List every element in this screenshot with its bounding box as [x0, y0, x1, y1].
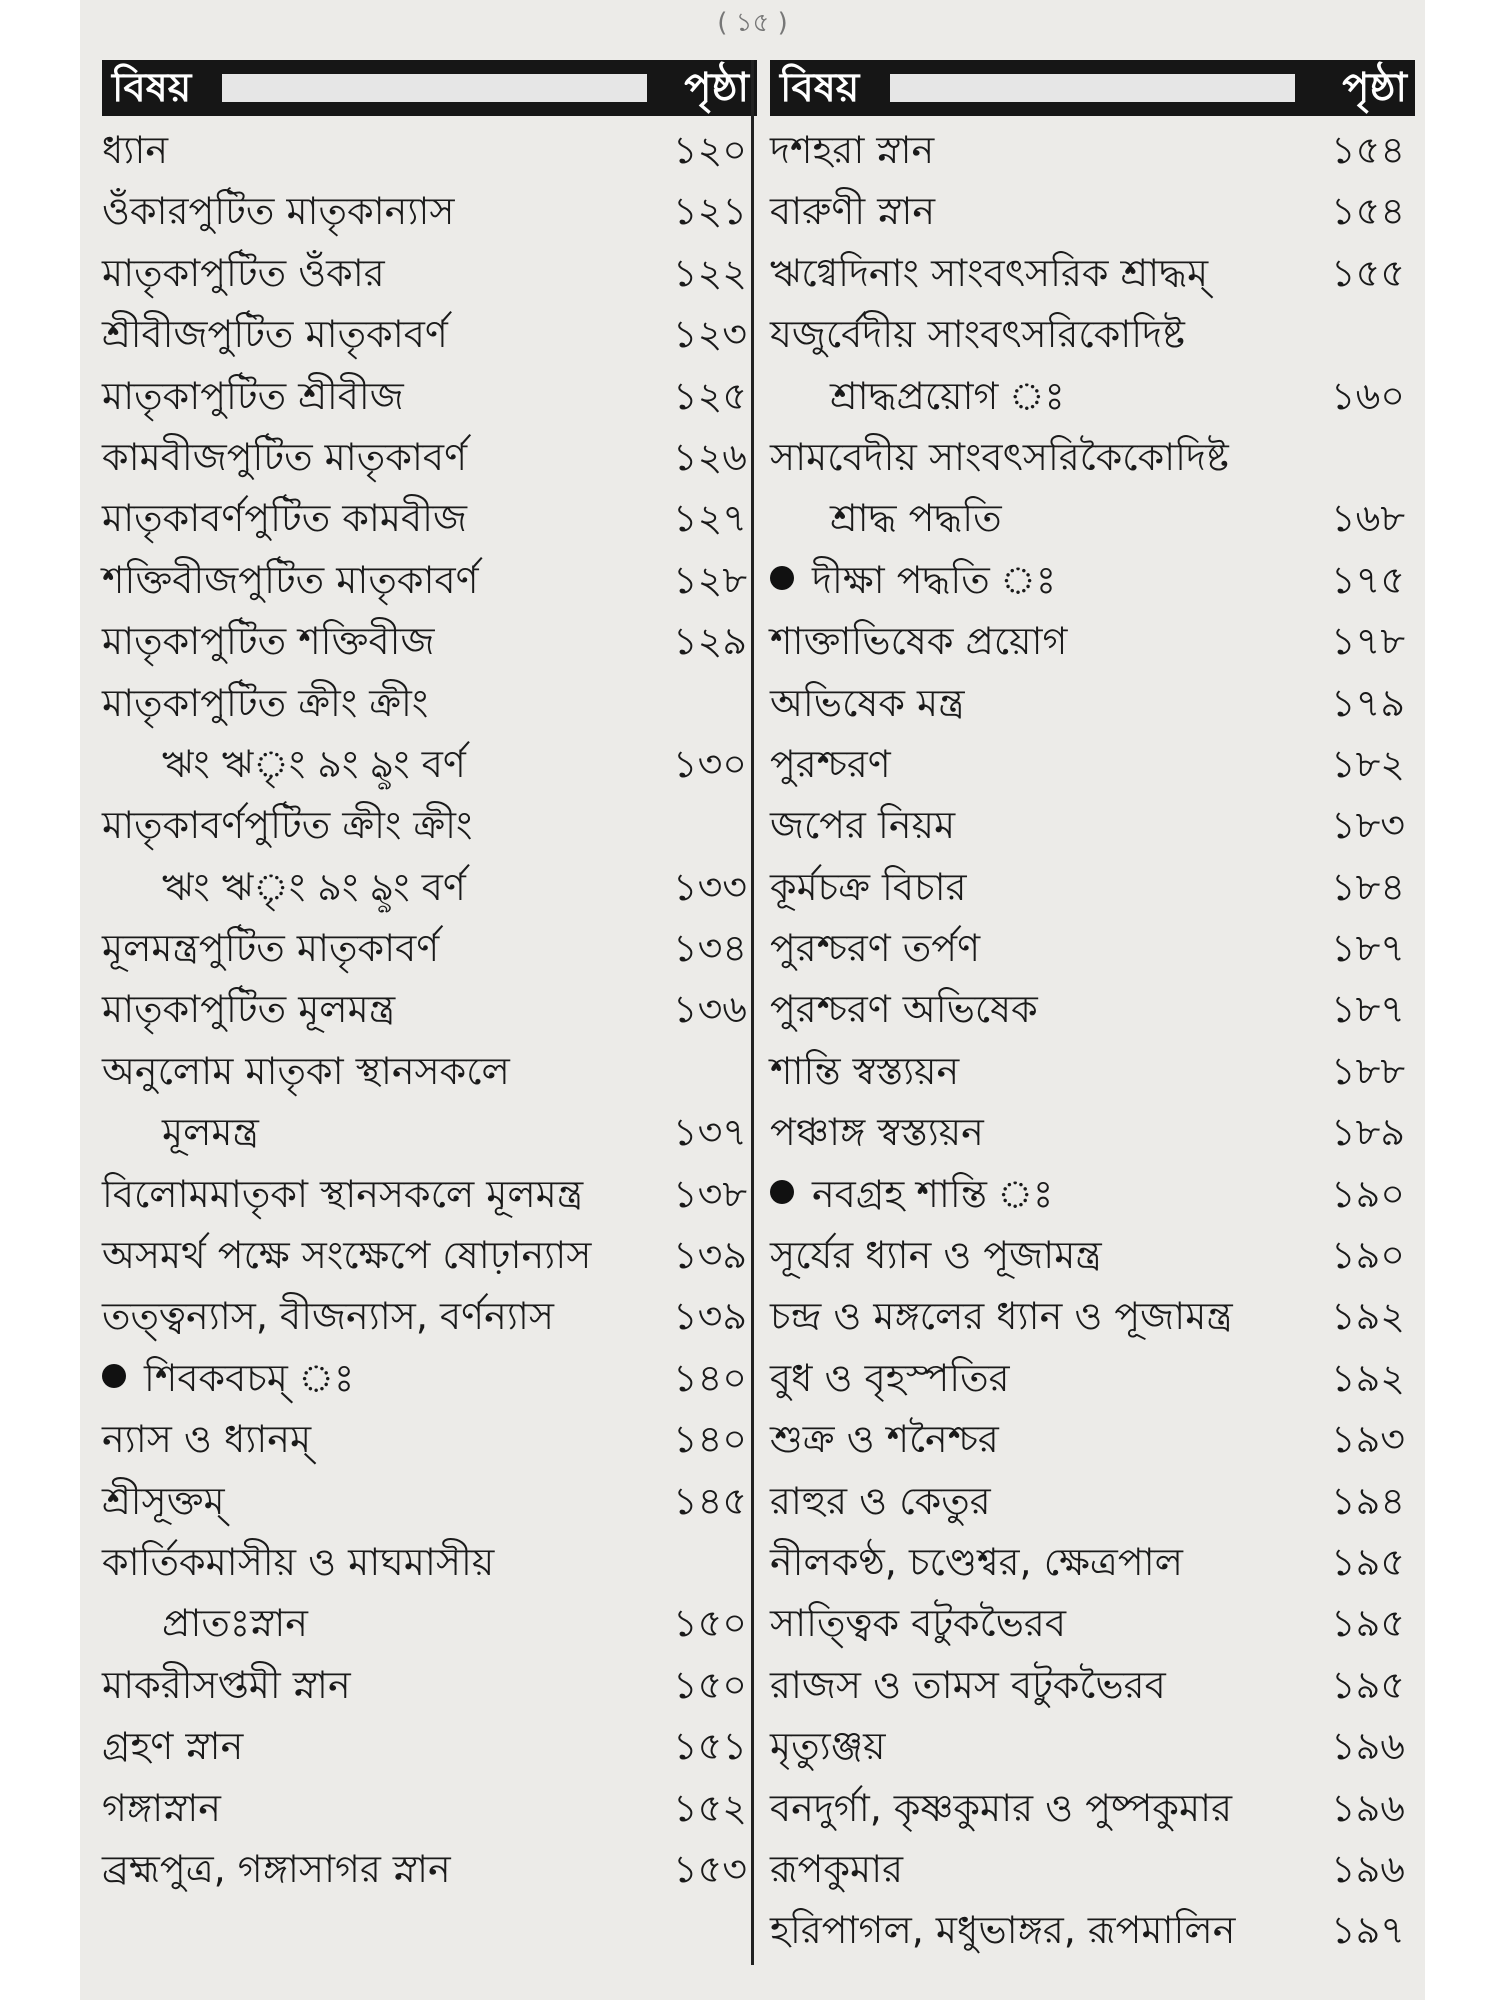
- toc-entry-page: ১৭৯: [1330, 680, 1405, 725]
- toc-entry-title: শ্রীবীজপুটিত মাতৃকাবর্ণ: [102, 312, 448, 357]
- toc-entry-title: পুরশ্চরণ তর্পণ: [770, 926, 981, 971]
- toc-entry: [770, 1225, 1415, 1286]
- toc-entry-title: হরিপাগল, মধুভাঙ্গর, রূপমালিন: [770, 1908, 1236, 1953]
- toc-entry-title: যজুর্বেদীয় সাংবৎসরিকোদিষ্ট: [770, 312, 1185, 357]
- toc-entry-title: ঋং ঋৃং ৯ং ৡং বর্ণ: [162, 864, 466, 909]
- toc-entry-title: তত্ত্বন্যাস, বীজন্যাস, বর্ণন্যাস: [102, 1294, 554, 1339]
- toc-entry-title: শ্রাদ্ধ পদ্ধতি: [830, 496, 1002, 541]
- toc-entry-page: ১৭৮: [1330, 619, 1405, 664]
- toc-entry: [102, 366, 757, 427]
- toc-entry-page: ১৩৯: [672, 1294, 747, 1339]
- toc-entry-title: কার্তিকমাসীয় ও মাঘমাসীয়: [102, 1539, 495, 1584]
- toc-entry: [102, 488, 757, 549]
- toc-entry-page: ১৯৫: [1331, 1539, 1405, 1584]
- toc-entry: [770, 673, 1415, 734]
- toc-entry: [102, 857, 757, 918]
- toc-entry: [770, 918, 1415, 979]
- toc-entry-title: শান্তি স্বস্ত্যয়ন: [770, 1048, 960, 1093]
- column-divider: [751, 60, 754, 1965]
- toc-entry-page: ১২৭: [672, 496, 747, 541]
- toc-entry-title: জপের নিয়ম: [770, 803, 956, 848]
- toc-entry: [770, 1593, 1415, 1654]
- toc-entry-title: মূলমন্ত্র: [162, 1110, 259, 1155]
- toc-entry-title: ওঁকারপুটিত মাতৃকান্যাস: [102, 189, 455, 234]
- toc-entries-right: [770, 120, 1415, 1962]
- toc-entry-page: ১৯৬: [1330, 1724, 1405, 1769]
- toc-header-left: [102, 60, 757, 116]
- toc-entry: [770, 1778, 1415, 1839]
- toc-entry-page: ১৬৮: [1330, 496, 1405, 541]
- toc-entry-title: নবগ্রহ শান্তি ঃ: [770, 1164, 1053, 1225]
- toc-entry-page: ১৩৮: [672, 1171, 747, 1216]
- toc-entry: [102, 1471, 757, 1532]
- toc-entry-title: মূলমন্ত্রপুটিত মাতৃকাবর্ণ: [102, 926, 440, 971]
- toc-entry-title: শ্রাদ্ধপ্রয়োগ ঃ: [830, 373, 1065, 418]
- toc-entry-title: বুধ ও বৃহস্পতির: [770, 1355, 1010, 1400]
- toc-entry-page: ১২৬: [672, 434, 747, 479]
- toc-entry: [102, 550, 757, 611]
- toc-entry-title: ব্রহ্মপুত্র, গঙ্গাসাগর স্নান: [102, 1846, 451, 1891]
- toc-entry-page: ১৯২: [1330, 1294, 1405, 1339]
- page-number: ( ১৫ ): [717, 8, 788, 38]
- toc-entry-page: ১২৩: [672, 312, 747, 357]
- toc-entry: [770, 1471, 1415, 1532]
- toc-entry-title: মাকরীসপ্তমী স্নান: [102, 1662, 351, 1707]
- toc-entry-page: ১৫১: [673, 1724, 747, 1769]
- toc-entry: [770, 304, 1415, 365]
- toc-entry: [102, 1348, 757, 1409]
- toc-entry-page: ১৯০: [1330, 1233, 1405, 1278]
- toc-entry: [770, 795, 1415, 856]
- toc-entry-page: ১৮২: [1330, 741, 1405, 786]
- toc-entry-title: মাতৃকাপুটিত শ্রীবীজ: [102, 373, 404, 418]
- toc-entry-title: পঞ্চাঙ্গ স্বস্ত্যয়ন: [770, 1110, 984, 1155]
- toc-entry: [770, 1839, 1415, 1900]
- toc-entry-title: রাহুর ও কেতুর: [770, 1478, 991, 1523]
- toc-entry-title: মাতৃকাপুটিত ক্রীং ক্রীং: [102, 680, 429, 725]
- toc-entry-title: ঋগ্বেদিনাং সাংবৎসরিক শ্রাদ্ধম্: [770, 250, 1209, 295]
- toc-entry-title: অভিষেক মন্ত্র: [770, 680, 965, 725]
- header-bar: [890, 74, 1295, 102]
- toc-entry: [770, 1716, 1415, 1777]
- toc-entry: [770, 427, 1415, 488]
- toc-entry-page: ১৯২: [1330, 1355, 1405, 1400]
- toc-entry-title: ঋং ঋৃং ৯ং ৡং বর্ণ: [162, 741, 466, 786]
- toc-entry-page: ১২০: [672, 128, 747, 172]
- toc-entries-left: [102, 120, 757, 1900]
- toc-entry: [770, 181, 1415, 242]
- toc-entry: [102, 1593, 757, 1654]
- toc-entry: [102, 1778, 757, 1839]
- toc-entry: [770, 1041, 1415, 1102]
- toc-entry-page: ১৫০: [672, 1662, 747, 1707]
- toc-entry-title: শক্তিবীজপুটিত মাতৃকাবর্ণ: [102, 557, 479, 602]
- toc-entry: [102, 611, 757, 672]
- header-page-label: পৃষ্ঠা: [1342, 65, 1407, 111]
- toc-entry-title: পুরশ্চরণ: [770, 741, 891, 786]
- toc-entry-page: ১৮৭: [1330, 987, 1405, 1032]
- toc-entry: [102, 1225, 757, 1286]
- toc-entry: [102, 1102, 757, 1163]
- toc-entry: [770, 611, 1415, 672]
- toc-entry-page: ১৯৫: [1331, 1662, 1405, 1707]
- toc-entry-title: দীক্ষা পদ্ধতি ঃ: [770, 550, 1056, 611]
- toc-entry-page: ১২৮: [672, 557, 747, 602]
- toc-entry-title: মাতৃকাবর্ণপুটিত ক্রীং ক্রীং: [102, 803, 473, 848]
- toc-entry-title: রাজস ও তামস বটুকভৈরব: [770, 1662, 1166, 1707]
- toc-entry-page: ১৯৫: [1331, 1601, 1405, 1646]
- toc-entry-page: ১৩৯: [672, 1233, 747, 1278]
- toc-entry-title: মাতৃকাপুটিত শক্তিবীজ: [102, 619, 435, 664]
- toc-entry-title: সাত্ত্বিক বটুকভৈরব: [770, 1601, 1066, 1646]
- toc-entry-page: ১৯৬: [1330, 1846, 1405, 1891]
- toc-entry: [770, 1655, 1415, 1716]
- toc-entry: [102, 243, 757, 304]
- toc-entry: [770, 1900, 1415, 1961]
- toc-entry-page: ১৯৬: [1330, 1785, 1405, 1830]
- toc-entry-title: শিবকবচম্ ঃ: [102, 1348, 354, 1409]
- toc-entry-title: রূপকুমার: [770, 1846, 904, 1891]
- toc-entry: [102, 673, 757, 734]
- toc-entry: [770, 488, 1415, 549]
- toc-entry: [770, 1532, 1415, 1593]
- toc-entry-title: শ্রীসূক্তম্: [102, 1478, 225, 1523]
- toc-entry-page: ১৪০: [672, 1355, 747, 1400]
- toc-entry: [770, 979, 1415, 1040]
- toc-entry-page: ১৯৪: [1331, 1478, 1405, 1523]
- toc-entry-page: ১৫৪: [1331, 189, 1405, 234]
- toc-entry-page: ১৫০: [672, 1601, 747, 1646]
- toc-entry-page: ১৯৩: [1330, 1417, 1405, 1462]
- toc-entry-page: ১৬০: [1330, 373, 1405, 418]
- toc-entry-title: অসমর্থ পক্ষে সংক্ষেপে ষোঢ়ান্যাস: [102, 1233, 592, 1278]
- toc-entry-page: ১৮৯: [1331, 1110, 1405, 1155]
- toc-entry-title: গঙ্গাস্নান: [102, 1785, 221, 1830]
- toc-entry-page: ১৮৮: [1331, 1048, 1405, 1093]
- toc-entry-page: ১৯৭: [1330, 1908, 1405, 1953]
- toc-entry-title: মৃত্যুঞ্জয়: [770, 1724, 886, 1769]
- toc-entry-title: মাতৃকাপুটিত ওঁকার: [102, 250, 385, 295]
- toc-entry-title: অনুলোম মাতৃকা স্থানসকলে: [102, 1048, 510, 1093]
- toc-entry-title: গ্রহণ স্নান: [102, 1724, 244, 1769]
- toc-entry-title: প্রাতঃস্নান: [162, 1601, 308, 1646]
- toc-entry-page: ১২৯: [672, 619, 747, 664]
- toc-entry-page: ১৮৪: [1331, 864, 1405, 909]
- toc-entry-title: ধ্যান: [102, 128, 169, 172]
- toc-entry-page: ১২২: [672, 250, 747, 295]
- toc-entry-page: ১৪০: [672, 1417, 747, 1462]
- toc-entry-page: ১৭৫: [1330, 557, 1405, 602]
- toc-right-column: [770, 60, 1415, 1965]
- toc-entry-page: ১৩৭: [672, 1110, 747, 1155]
- toc-entry-page: ১২৫: [672, 373, 747, 418]
- toc-entry-page: ১২১: [672, 189, 747, 234]
- toc-entry-title: বিলোমমাতৃকা স্থানসকলে মূলমন্ত্র: [102, 1171, 584, 1216]
- toc-entry: [102, 918, 757, 979]
- toc-entry: [102, 427, 757, 488]
- toc-header-right: [770, 60, 1415, 116]
- toc-entry-title: মাতৃকাবর্ণপুটিত কামবীজ: [102, 496, 468, 541]
- toc-entry-title: নীলকণ্ঠ, চণ্ডেশ্বর, ক্ষেত্রপাল: [770, 1539, 1183, 1584]
- toc-entry: [102, 120, 757, 181]
- toc-entry-title: চন্দ্র ও মঙ্গলের ধ্যান ও পূজামন্ত্র: [770, 1294, 1233, 1339]
- toc-entry: [770, 243, 1415, 304]
- toc-entry-title: পুরশ্চরণ অভিষেক: [770, 987, 1038, 1032]
- toc-entry-title: কামবীজপুটিত মাতৃকাবর্ণ: [102, 434, 468, 479]
- toc-entry-page: ১৩৩: [672, 864, 747, 909]
- toc-entry: [102, 181, 757, 242]
- toc-entry: [770, 734, 1415, 795]
- header-subject-label: বিষয়: [112, 65, 192, 111]
- toc-entry-page: ১৩৪: [672, 926, 747, 971]
- toc-entry-title: সামবেদীয় সাংবৎসরিকৈকোদিষ্ট: [770, 434, 1229, 479]
- toc-entry-title: শাক্তাভিষেক প্রয়োগ: [770, 619, 1068, 664]
- toc-entry: [102, 1532, 757, 1593]
- toc-entry: [102, 1716, 757, 1777]
- toc-entry: [770, 550, 1415, 611]
- toc-entry: [102, 795, 757, 856]
- toc-entry: [102, 1655, 757, 1716]
- toc-entry-page: ১৩০: [672, 741, 747, 786]
- toc-entry: [102, 1409, 757, 1470]
- toc-left-column: [102, 60, 757, 1965]
- toc-entry: [102, 1164, 757, 1225]
- toc-entry: [770, 1348, 1415, 1409]
- toc-entry: [770, 1164, 1415, 1225]
- toc-entry-page: ১৯০: [1330, 1171, 1405, 1216]
- toc-entry: [770, 1409, 1415, 1470]
- toc-entry: [102, 304, 757, 365]
- toc-entry: [102, 1839, 757, 1900]
- toc-entry: [770, 366, 1415, 427]
- toc-entry: [770, 1102, 1415, 1163]
- header-page-label: পৃষ্ঠা: [684, 65, 749, 111]
- toc-entry: [102, 734, 757, 795]
- toc-entry-page: ১৪৫: [673, 1478, 747, 1523]
- toc-entry-title: ন্যাস ও ধ্যানম্: [102, 1417, 312, 1462]
- toc-entry: [102, 1286, 757, 1347]
- toc-entry: [770, 120, 1415, 181]
- document-page: [80, 0, 1425, 2000]
- toc-entry-page: ১৮৭: [1330, 926, 1405, 971]
- toc-entry-page: ১৫৩: [672, 1846, 747, 1891]
- toc-entry: [770, 857, 1415, 918]
- toc-entry: [770, 1286, 1415, 1347]
- toc-entry: [102, 979, 757, 1040]
- header-subject-label: বিষয়: [780, 65, 860, 111]
- toc-entry-title: মাতৃকাপুটিত মূলমন্ত্র: [102, 987, 396, 1032]
- toc-entry-title: শুক্র ও শনৈশ্চর: [770, 1417, 999, 1462]
- toc-entry-title: দশহরা স্নান: [770, 128, 935, 172]
- toc-entry: [102, 1041, 757, 1102]
- toc-entry-page: ১৫২: [672, 1785, 747, 1830]
- toc-entry-page: ১৮৩: [1330, 803, 1405, 848]
- header-bar: [222, 74, 647, 102]
- toc-entry-title: বনদুর্গা, কৃষ্ণকুমার ও পুষ্পকুমার: [770, 1785, 1232, 1830]
- toc-entry-page: ১৫৫: [1331, 250, 1405, 295]
- toc-entry-page: ১৩৬: [672, 987, 747, 1032]
- toc-entry-title: সূর্যের ধ্যান ও পূজামন্ত্র: [770, 1233, 1102, 1278]
- toc-entry-title: বারুণী স্নান: [770, 189, 936, 234]
- toc-entry-page: ১৫৪: [1331, 128, 1405, 172]
- toc-entry-title: কূর্মচক্র বিচার: [770, 864, 967, 909]
